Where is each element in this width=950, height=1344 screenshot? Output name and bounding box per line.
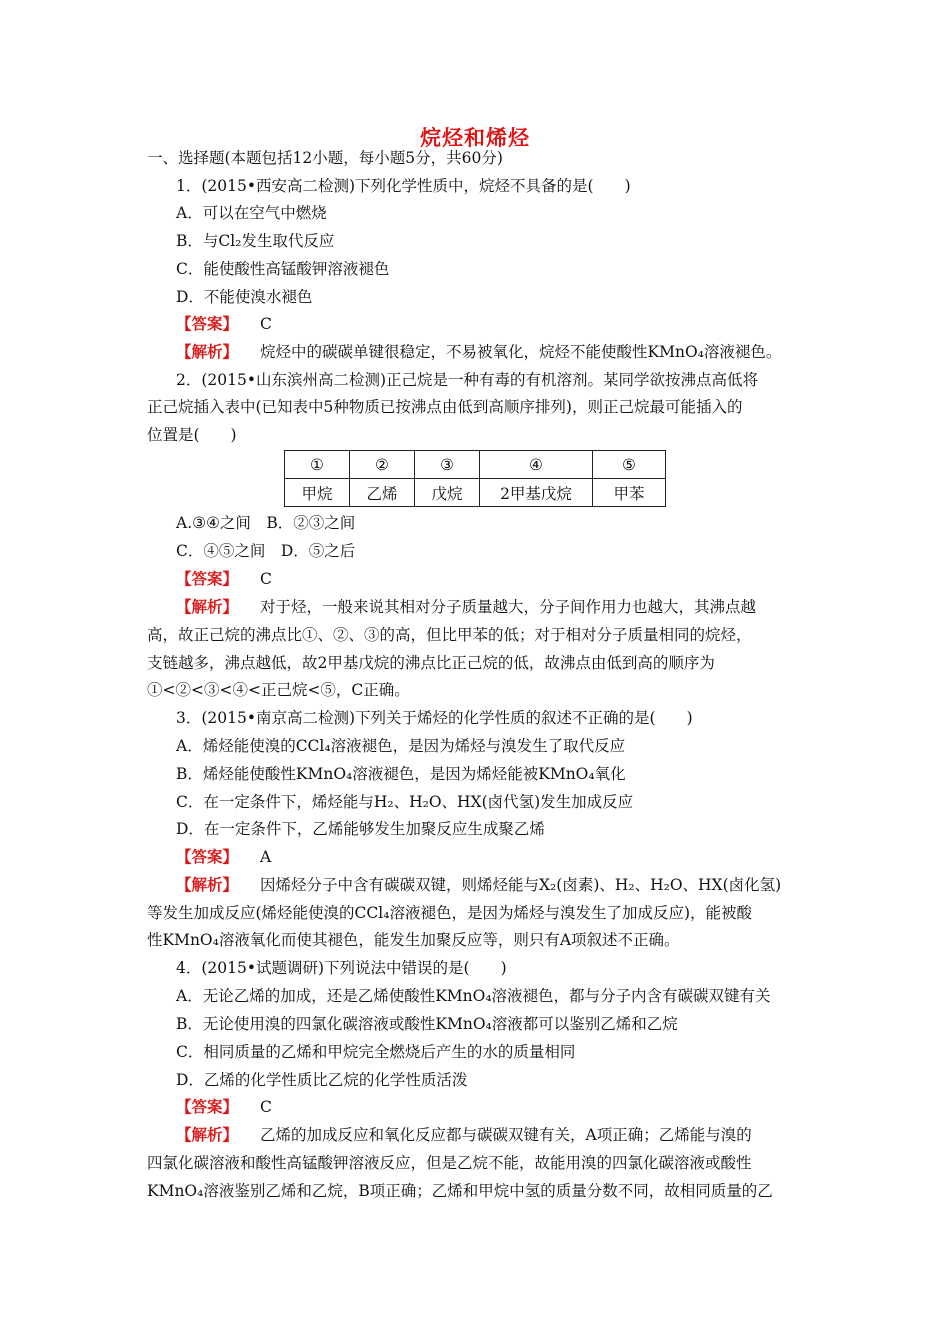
q1-stem: 1．(2015•西安高二检测)下列化学性质中，烷烃不具备的是( ) [176, 177, 631, 195]
q3-stem: 3．(2015•南京高二检测)下列关于烯烃的化学性质的叙述不正确的是( ) [176, 709, 693, 727]
q4-analysis-text: 乙烯的加成反应和氧化反应都与碳碳双键有关，A项正确；乙烯能与溴的 [260, 1126, 752, 1144]
analysis-label: 【解析】 [176, 1125, 239, 1144]
q3-analysis-line-3: 性KMnO₄溶液氧化而使其褪色，能发生加聚反应等，则只有A项叙述不正确。 [147, 931, 680, 949]
analysis-label: 【解析】 [176, 597, 239, 616]
q2-answer [176, 569, 272, 589]
table-row [285, 479, 666, 507]
q3-analysis-text: 因烯烃分子中含有碳碳双键，则烯烃能与X₂(卤素)、H₂、H₂O、HX(卤化氢) [260, 876, 782, 894]
q1-option-b: B．与Cl₂发生取代反应 [176, 232, 335, 250]
q3-analysis-line-2: 等发生加成反应(烯烃能使溴的CCl₄溶液褪色，是因为烯烃与溴发生了加成反应)，能被酸 [147, 904, 752, 922]
q2-stem-line-3: 位置是( ) [147, 426, 237, 444]
q1-option-c: C．能使酸性高锰酸钾溶液褪色 [176, 260, 390, 278]
q1-analysis-text: 烷烃中的碳碳单键很稳定，不易被氧化，烷烃不能使酸性KMnO₄溶液褪色。 [260, 343, 782, 361]
table-cell: 甲烷 [285, 479, 350, 507]
q4-option-c: C．相同质量的乙烯和甲烷完全燃烧后产生的水的质量相同 [176, 1043, 576, 1061]
table-header-cell: ② [350, 451, 415, 479]
table-header-row [285, 451, 666, 479]
q2-analysis-line-4: ①<②<③<④<正己烷<⑤，C正确。 [147, 681, 410, 699]
q1-option-a: A．可以在空气中燃烧 [176, 204, 327, 222]
q3-option-c: C．在一定条件下，烯烃能与H₂、H₂O、HX(卤代氢)发生加成反应 [176, 793, 634, 811]
answer-label: 【答案】 [176, 1097, 239, 1116]
q3-option-b: B．烯烃能使酸性KMnO₄溶液褪色，是因为烯烃能被KMnO₄氧化 [176, 765, 626, 783]
table-cell: 甲苯 [593, 479, 666, 507]
section-heading: 一、选择题(本题包括12小题，每小题5分，共60分) [147, 149, 503, 167]
q2-options-cd: C．④⑤之间 D．⑤之后 [176, 542, 356, 560]
q2-analysis-text: 对于烃，一般来说其相对分子质量越大，分子间作用力也越大，其沸点越 [260, 598, 757, 616]
table-cell: 乙烯 [350, 479, 415, 507]
q1-answer [176, 314, 272, 334]
table-header-cell: ④ [480, 451, 593, 479]
q2-analysis-line-3: 支链越多，沸点越低，故2甲基戊烷的沸点比正己烷的低，故沸点由低到高的顺序为 [147, 654, 715, 672]
q1-analysis [176, 342, 781, 362]
boiling-point-table [284, 450, 666, 507]
q3-option-a: A．烯烃能使溴的CCl₄溶液褪色，是因为烯烃与溴发生了取代反应 [176, 737, 626, 755]
q3-analysis-line-1 [176, 875, 781, 895]
answer-label: 【答案】 [176, 314, 239, 333]
table-cell: 2甲基戊烷 [480, 479, 593, 507]
answer-label: 【答案】 [176, 569, 239, 588]
q4-answer [176, 1097, 272, 1117]
q2-stem-line-2: 正己烷插入表中(已知表中5种物质已按沸点由低到高顺序排列)，则正己烷最可能插入的 [147, 398, 743, 416]
answer-label: 【答案】 [176, 847, 239, 866]
page-title: 烷烃和烯烃 [420, 125, 530, 150]
q3-answer-value: A [260, 848, 272, 866]
q4-option-b: B．无论使用溴的四氯化碳溶液或酸性KMnO₄溶液都可以鉴别乙烯和乙烷 [176, 1015, 678, 1033]
q2-analysis-line-1 [176, 597, 756, 617]
table-header-cell: ⑤ [593, 451, 666, 479]
analysis-label: 【解析】 [176, 342, 239, 361]
q4-answer-value: C [260, 1098, 272, 1116]
q1-option-d: D．不能使溴水褪色 [176, 288, 313, 306]
q2-stem-line-1: 2．(2015•山东滨州高二检测)正己烷是一种有毒的有机溶剂。某同学欲按沸点高低将 [176, 371, 759, 389]
q4-stem: 4．(2015•试题调研)下列说法中错误的是( ) [176, 959, 507, 977]
q2-analysis-line-2: 高，故正己烷的沸点比①、②、③的高，但比甲苯的低；对于相对分子质量相同的烷烃， [147, 626, 752, 644]
q4-option-d: D．乙烯的化学性质比乙烷的化学性质活泼 [176, 1071, 468, 1089]
table-header-cell: ③ [415, 451, 480, 479]
q4-analysis-line-1 [176, 1125, 752, 1145]
q1-answer-value: C [260, 315, 272, 333]
q4-option-a: A．无论乙烯的加成，还是乙烯使酸性KMnO₄溶液褪色，都与分子内含有碳碳双键有关 [176, 987, 771, 1005]
q3-option-d: D．在一定条件下，乙烯能够发生加聚反应生成聚乙烯 [176, 820, 545, 838]
table-cell: 戊烷 [415, 479, 480, 507]
q4-analysis-line-2: 四氯化碳溶液和酸性高锰酸钾溶液反应，但是乙烷不能，故能用溴的四氯化碳溶液或酸性 [147, 1154, 752, 1172]
table-header-cell: ① [285, 451, 350, 479]
q4-analysis-line-3: KMnO₄溶液鉴别乙烯和乙烷，B项正确；乙烯和甲烷中氢的质量分数不同，故相同质量的乙 [147, 1182, 773, 1200]
q2-options-ab: A.③④之间 B．②③之间 [176, 514, 356, 532]
q2-answer-value: C [260, 570, 272, 588]
q3-answer [176, 847, 271, 867]
analysis-label: 【解析】 [176, 875, 239, 894]
